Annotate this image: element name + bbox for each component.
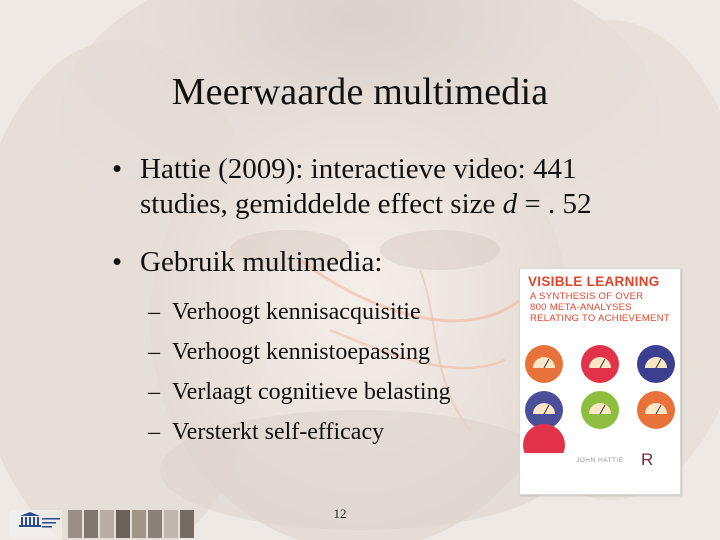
sub-bullet-marker: –	[148, 419, 160, 445]
bullet-text: Gebruik multimedia:	[140, 246, 383, 278]
publisher-logo: R	[641, 450, 654, 469]
sub-bullet-text: Verhoogt kennisacquisitie	[172, 299, 421, 325]
bullet-text-line-2: studies, gemiddelde effect size d = . 52	[140, 188, 592, 220]
sub-bullet-text: Verlaagt cognitieve belasting	[172, 379, 451, 405]
bullet-marker: •	[112, 153, 123, 185]
book-cover-image	[519, 268, 681, 495]
bullet-marker: •	[112, 246, 123, 278]
barometer-dials-graphic	[520, 343, 680, 453]
sub-bullet-marker: –	[148, 379, 160, 405]
sub-bullet-text: Versterkt self-efficacy	[172, 419, 385, 445]
book-title: VISIBLE LEARNING	[528, 274, 660, 289]
book-subtitle-line: A SYNTHESIS OF OVER	[530, 291, 644, 302]
book-subtitle	[530, 291, 680, 324]
bullet-text-line-1: Hattie (2009): interactieve video: 441	[140, 153, 577, 185]
page-number: 12	[333, 506, 347, 521]
sub-bullet-text: Verhoogt kennistoepassing	[172, 339, 430, 365]
dial-circle	[523, 424, 565, 453]
sub-bullet-marker: –	[148, 299, 160, 325]
sub-bullet-marker: –	[148, 339, 160, 365]
book-subtitle-line: 800 META-ANALYSES	[530, 302, 632, 313]
book-author: JOHN HATTIE	[576, 457, 624, 464]
book-subtitle-line: RELATING TO ACHIEVEMENT	[530, 313, 670, 324]
slide-title: Meerwaarde multimedia	[171, 71, 549, 113]
